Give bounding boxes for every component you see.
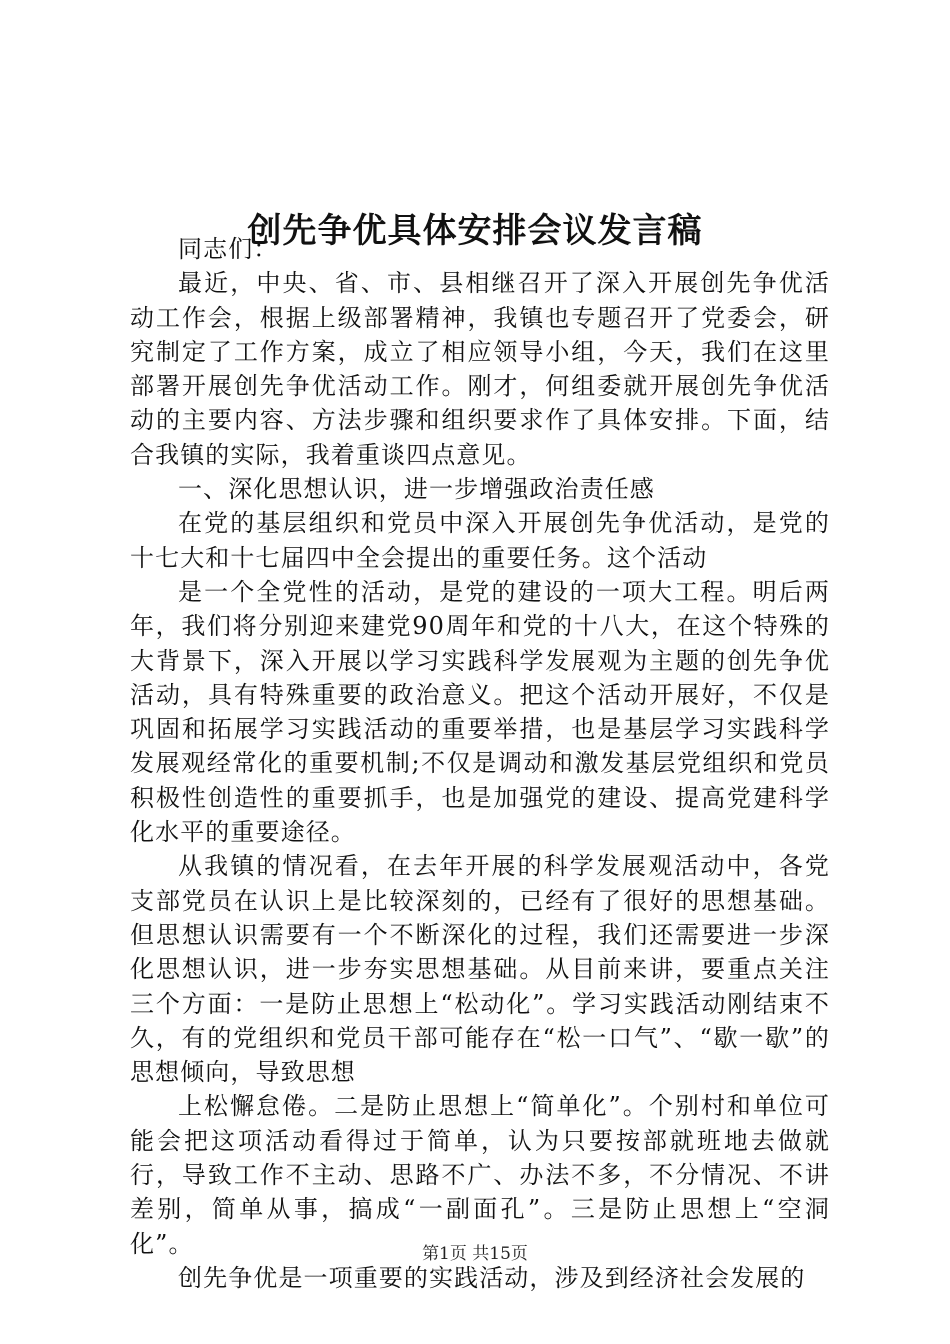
section-heading-1: 一、深化思想认识，进一步增强政治责任感 <box>178 475 655 504</box>
salutation-paragraph: 同志们： <box>178 235 279 263</box>
page-number-footer: 第1页 共15页 <box>422 1244 528 1264</box>
document-title: 创先争优具体安排会议发言稿 <box>247 210 703 251</box>
body-paragraph: 上松懈怠倦。二是防止思想上“简单化”。个别村和单位可能会把这项活动看得过于简单，认为只要按部就班地去做就行，导致工作不主动、思路不广、办法不多，不分情况、不讲差别，简单从事，搞成“一副面孔”。三是防止思想上“空洞化”。 <box>130 1092 830 1258</box>
body-paragraph: 在党的基层组织和党员中深入开展创先争优活动，是党的十七大和十七届四中全会提出的重要任务。这个活动 <box>130 509 830 572</box>
intro-paragraph: 最近，中央、省、市、县相继召开了深入开展创先争优活动工作会，根据上级部署精神，我镇也专题召开了党委会，研究制定了工作方案，成立了相应领导小组，今天，我们在这里部署开展创先争优活动工作。刚才，何组委就开展创先争优活动的主要内容、方法步骤和组织要求作了具体安排。下面，结合我镇的实际，我着重谈四点意见。 <box>130 269 830 469</box>
document-body <box>130 232 830 1295</box>
body-paragraph: 是一个全党性的活动，是党的建设的一项大工程。明后两年，我们将分别迎来建党90周年和党的十八大，在这个特殊的大背景下，深入开展以学习实践科学发展观为主题的创先争优活动，具有特殊重要的政治意义。把这个活动开展好，不仅是巩固和拓展学习实践活动的重要举措，也是基层学习实践科学发展观经常化的重要机制;不仅是调动和激发基层党组织和党员积极性创造性的重要抓手，也是加强党的建设、提高党建科学化水平的重要途径。 <box>130 577 830 847</box>
body-paragraph: 从我镇的情况看，在去年开展的科学发展观活动中，各党支部党员在认识上是比较深刻的，已经有了很好的思想基础。但思想认识需要有一个不断深化的过程，我们还需要进一步深化思想认识，进一步夯实思想基础。从目前来讲，要重点关注三个方面：一是防止思想上“松动化”。学习实践活动刚结束不久，有的党组织和党员干部可能存在“松一口气”、“歇一歇”的思想倾向，导致思想 <box>130 852 830 1087</box>
body-paragraph: 创先争优是一项重要的实践活动，涉及到经济社会发展的 <box>178 1263 806 1292</box>
